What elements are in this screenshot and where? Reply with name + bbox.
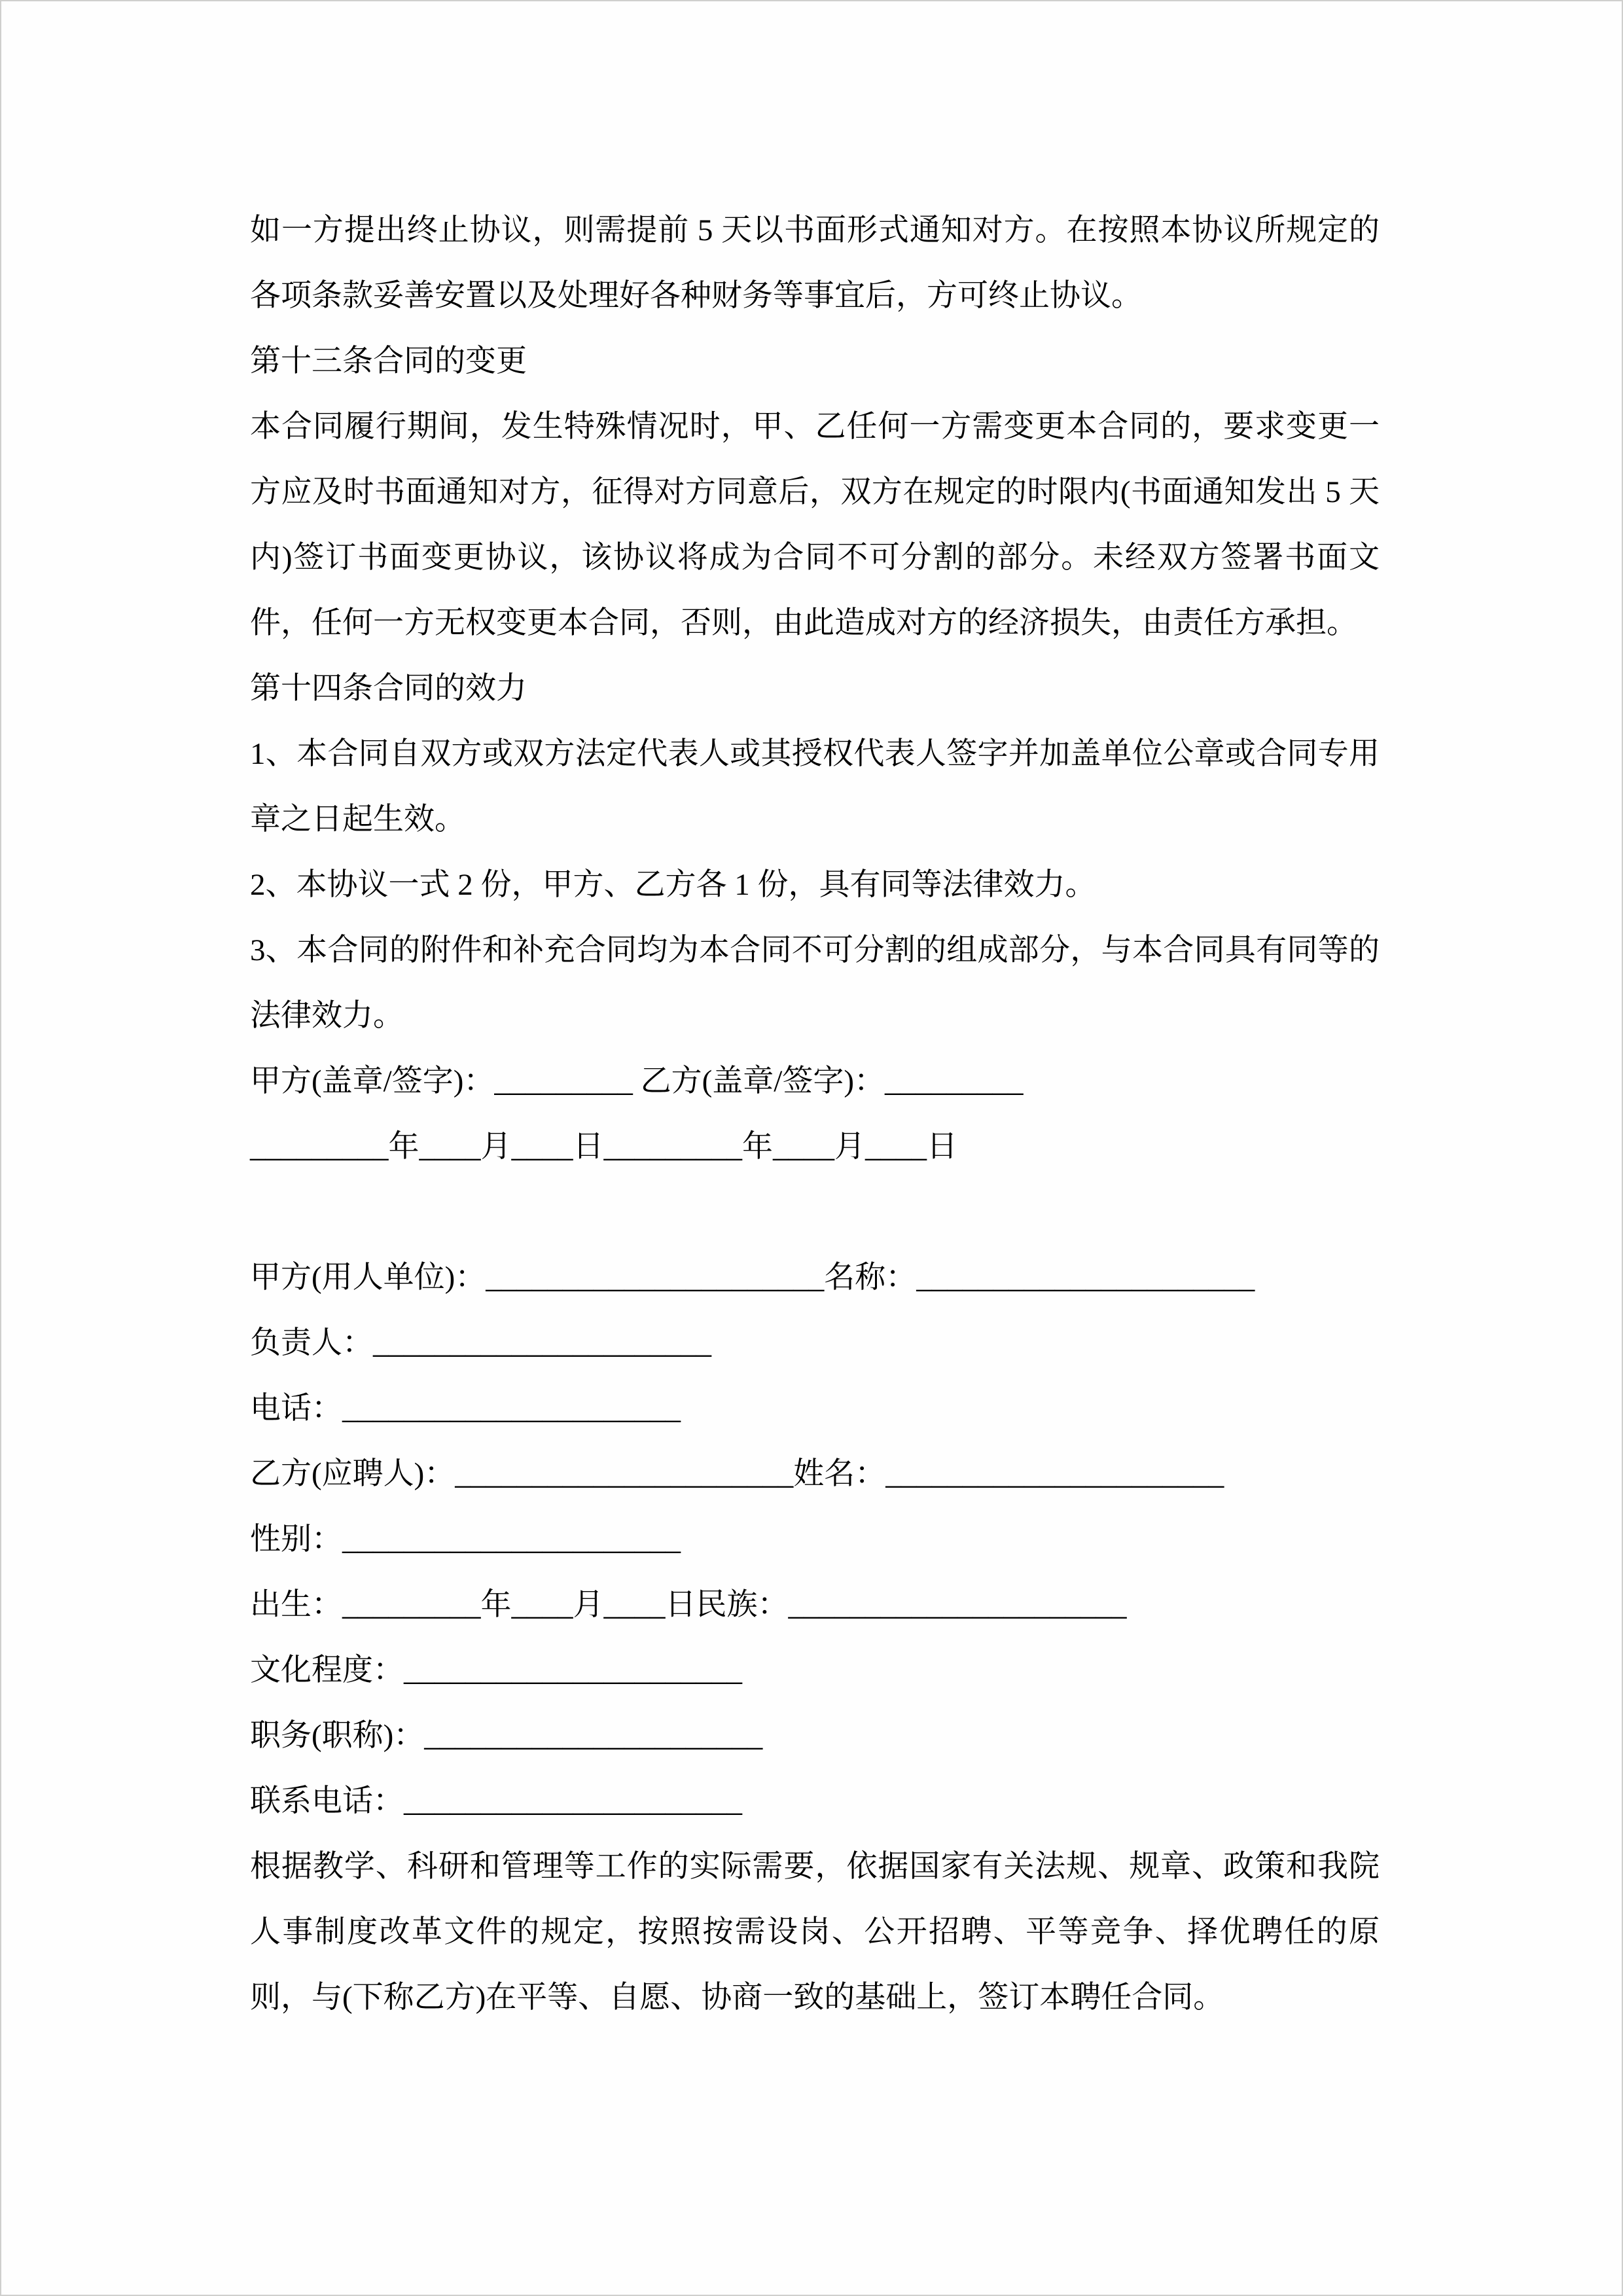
blank-line — [250, 1179, 1380, 1245]
paragraph-clause-14-item-1: 1、本合同自双方或双方法定代表人或其授权代表人签字并加盖单位公章或合同专用章之日起生效。 — [250, 737, 1380, 836]
document-content — [1, 1, 1622, 2030]
form-line-birth-ethnicity: 出生：_________年____月____日民族：______________________ — [250, 1588, 1127, 1622]
form-line-person-in-charge: 负责人：______________________ — [250, 1326, 711, 1360]
paragraph-clause-14-item-3: 3、本合同的附件和补充合同均为本合同不可分割的组成部分，与本合同具有同等的法律效力。 — [250, 933, 1380, 1033]
signature-line-parties: 甲方(盖章/签字)：_________ 乙方(盖章/签字)：_________ — [250, 1064, 1024, 1098]
heading-clause-14: 第十四条合同的效力 — [250, 672, 527, 706]
form-line-phone: 电话：______________________ — [250, 1391, 681, 1426]
heading-clause-13: 第十三条合同的变更 — [250, 344, 527, 378]
form-line-education: 文化程度：______________________ — [250, 1653, 742, 1687]
paragraph-clause-14-item-2: 2、本协议一式 2 份，甲方、乙方各 1 份，具有同等法律效力。 — [250, 868, 1096, 902]
paragraph-closing-statement: 根据教学、科研和管理等工作的实际需要，依据国家有关法规、规章、政策和我院人事制度改革文件的规定，按照按需设岗、公开招聘、平等竞争、择优聘任的原则，与(下称乙方)在平等、自愿、协商一致的基础上，签订本聘任合同。 — [250, 1850, 1380, 2015]
form-line-employee-name: 乙方(应聘人)：______________________姓名：______________________ — [250, 1457, 1224, 1491]
form-line-gender: 性别：______________________ — [250, 1522, 681, 1556]
form-line-contact-phone: 联系电话：______________________ — [250, 1784, 742, 1818]
signature-line-dates: _________年____月____日_________年____月____日 — [250, 1130, 957, 1164]
form-line-employer-name: 甲方(用人单位)：______________________名称：______________________ — [250, 1261, 1255, 1295]
paragraph-termination-notice: 如一方提出终止协议，则需提前 5 天以书面形式通知对方。在按照本协议所规定的各项条款妥善安置以及处理好各种财务等事宜后，方可终止协议。 — [250, 213, 1380, 313]
form-line-position: 职务(职称)：______________________ — [250, 1719, 763, 1753]
paragraph-clause-13-body: 本合同履行期间，发生特殊情况时，甲、乙任何一方需变更本合同的，要求变更一方应及时书面通知对方，征得对方同意后，双方在规定的时限内(书面通知发出 5 天内)签订书面变更协议，该协议将成为合同不可分割的部分。未经双方签署书面文件，任何一方无权变更本合同，否则，由此造成对方的经济损失，由责任方承担。 — [250, 410, 1380, 640]
